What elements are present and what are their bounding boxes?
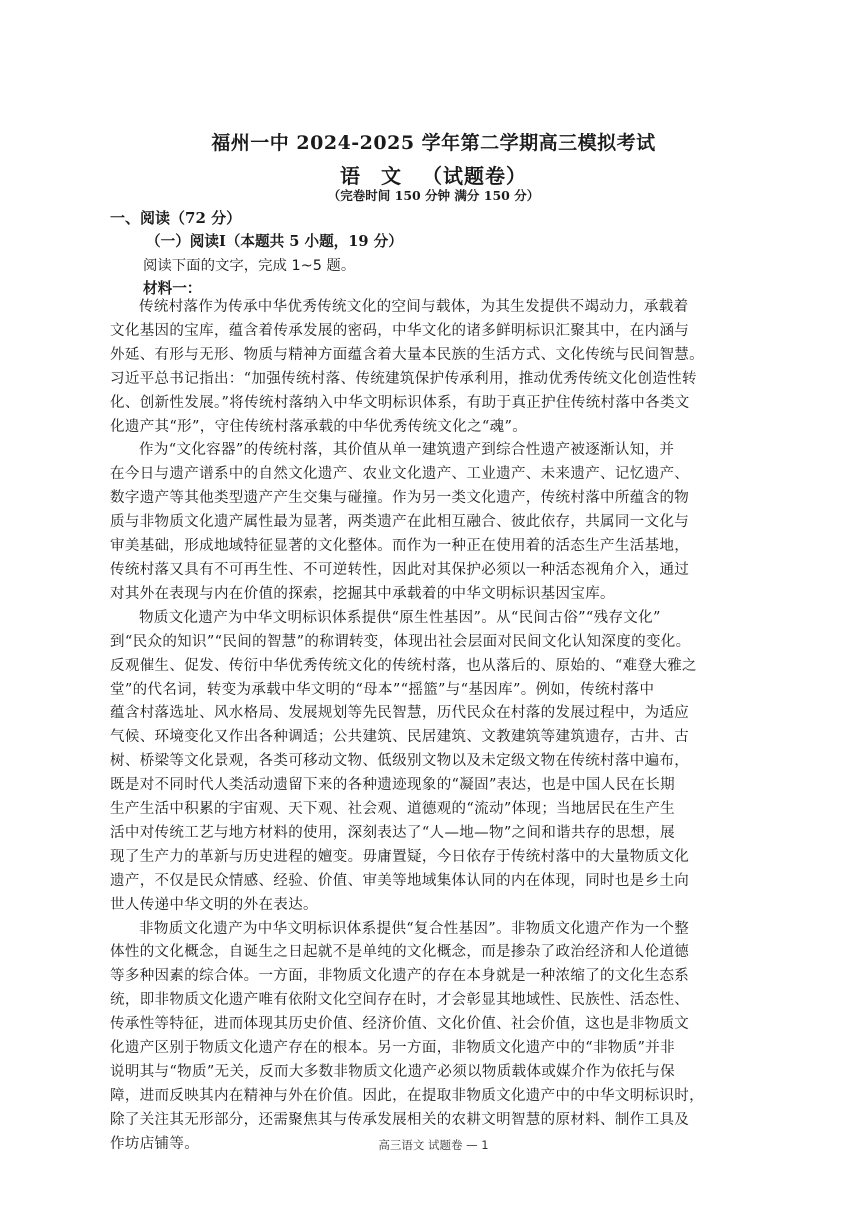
exam-time-note: （完卷时间 150 分钟 满分 150 分）: [327, 188, 540, 203]
article-paragraph: [110, 918, 770, 1157]
paragraph-line: 统，即非物质文化遗产唯有依附文化空间存在时，才会彰显其地域性、民族性、活态性、: [110, 992, 690, 1009]
paragraph-line: 化遗产区别于物质文化遗产存在的根本。另一方面，非物质文化遗产中的“非物质”并非: [110, 1040, 675, 1057]
paragraph-line: 在今日与遗产谱系中的自然文化遗产、农业文化遗产、工业遗产、未来遗产、记忆遗产、: [110, 466, 690, 483]
paragraph-line: 等多种因素的综合体。一方面，非物质文化遗产的存在本身就是一种浓缩了的文化生态系: [110, 968, 690, 985]
paragraph-line: 传统村落作为传承中华优秀传统文化的空间与载体，为其生发提供不竭动力，承载着: [139, 299, 689, 315]
subject-char-2: 文: [381, 164, 402, 188]
reading-instruction: 阅读下面的文字，完成 1~5 题。: [143, 258, 356, 274]
paper-type: （试题卷）: [422, 164, 527, 188]
paragraph-line: 非物质文化遗产为中华文明标识体系提供“复合性基因”。非物质文化遗产作为一个整: [139, 920, 690, 937]
paragraph-line: 气候、环境变化又作出各种调适；公共建筑、民居建筑、文教建筑等建筑遗存，古井、古: [110, 729, 690, 746]
paragraph-line: 现了生产力的革新与历史进程的嬗变。毋庸置疑，今日依存于传统村落中的大量物质文化: [110, 848, 690, 865]
paragraph-line: 活中对传统工艺与地方材料的使用，深刻表达了“人—地—物”之间和谐共存的思想，展: [110, 824, 675, 841]
paragraph-line: 质与非物质文化遗产属性最为显著，两类遗产在此相互融合、彼此依存，共属同一文化与: [110, 514, 690, 531]
paragraph-line: 遗产，不仅是民众情感、经验、价值、审美等地域集体认同的内在体现，同时也是乡土向: [110, 872, 690, 889]
paragraph-line: 障，进而反映其内在精神与外在价值。因此，在提取非物质文化遗产中的中华文明标识时，: [110, 1087, 704, 1104]
article-paragraph: [110, 296, 770, 439]
sub-section-heading: （一）阅读Ⅰ（本题共 5 小题，19 分）: [146, 233, 403, 250]
material-label: 材料一：: [143, 280, 202, 297]
paragraph-line: 数字遗产等其他类型遗产产生交集与碰撞。作为另一类文化遗产，传统村落中所蕴含的物: [110, 490, 690, 507]
article-body: [110, 296, 770, 1157]
paragraph-line: 习近平总书记指出：“加强传统村落、传统建筑保护传承利用，推动优秀传统文化创造性转: [110, 370, 697, 387]
article-paragraph: [110, 439, 770, 606]
paragraph-line: 化、创新性发展。”将传统村落纳入中华文明标识体系，有助于真正护住传统村落中各类文: [110, 394, 690, 411]
paragraph-line: 树、桥梁等文化景观，各类可移动文物、低级别文物以及未定级文物在传统村落中遍布，: [110, 753, 690, 770]
section-heading: 一、阅读（72 分）: [110, 209, 242, 227]
paragraph-line: 审美基础，形成地域特征显著的文化整体。而作为一种正在使用着的活态生产生活基地，: [110, 538, 690, 555]
paragraph-line: 文化基因的宝库，蕴含着传承发展的密码，中华文化的诸多鲜明标识汇聚其中，在内涵与: [110, 322, 690, 339]
paragraph-line: 堂”的代名词，转变为承载中华文明的“母本”“摇篮”与“基因库”。例如，传统村落中: [110, 681, 655, 698]
paragraph-line: 既是对不同时代人类活动遗留下来的各种遗迹现象的“凝固”表达，也是中国人民在长期: [110, 777, 675, 794]
paragraph-line: 化遗产其“形”，守住传统村落承载的中华优秀传统文化之“魂”。: [110, 418, 528, 435]
paragraph-line: 世人传递中华文明的外在表达。: [110, 896, 318, 913]
paragraph-line: 作坊店铺等。: [110, 1135, 200, 1152]
subject-char-1: 语: [340, 164, 361, 188]
paragraph-line: 生产生活中积累的宇宙观、天下观、社会观、道德观的“流动”体现；当地居民在生产生: [110, 801, 675, 818]
paragraph-line: 传统村落又具有不可再生性、不可逆转性，因此对其保护必须以一种活态视角介入，通过: [110, 561, 690, 578]
paragraph-line: 物质文化遗产为中华文明标识体系提供“原生性基因”。从“民间古俗”“残存文化”: [139, 609, 661, 626]
subject-heading: [0, 160, 867, 189]
paragraph-line: 体性的文化概念，自诞生之日起就不是单纯的文化概念，而是掺杂了政治经济和人伦道德: [110, 944, 690, 961]
paragraph-line: 说明其与“物质”无关，反而大多数非物质文化遗产必须以物质载体或媒介作为依托与保: [110, 1064, 675, 1080]
exam-title: 福州一中 2024-2025 学年第二学期高三模拟考试: [211, 132, 656, 154]
paragraph-line: 传承性等特征，进而体现其历史价值、经济价值、文化价值、社会价值，这也是非物质文: [110, 1016, 690, 1033]
paragraph-line: 蕴含村落选址、风水格局、发展规划等先民智慧，历代民众在村落的发展过程中，为适应: [110, 705, 690, 722]
paragraph-line: 作为“文化容器”的传统村落，其价值从单一建筑遗产到综合性遗产被逐渐认知，并: [139, 442, 675, 459]
paragraph-line: 对其外在表现与内在价值的探索，挖掘其中承载着的中华文明标识基因宝库。: [110, 585, 615, 602]
paragraph-line: 到“民众的知识”“民间的智慧”的称谓转变，体现出社会层面对民间文化认知深度的变化。: [110, 633, 691, 650]
paragraph-line: 除了关注其无形部分，还需聚焦其与传承发展相关的农耕文明智慧的原材料、制作工具及: [110, 1111, 690, 1128]
paragraph-line: 反观催生、促发、传衍中华优秀传统文化的传统村落，也从落后的、原始的、“难登大雅之: [110, 657, 697, 674]
paragraph-line: 外延、有形与无形、物质与精神方面蕴含着大量本民族的生活方式、文化传统与民间智慧。: [110, 346, 704, 363]
article-paragraph: [110, 607, 770, 918]
page-footer: 高三语文 试题卷 — 1: [378, 1138, 489, 1152]
